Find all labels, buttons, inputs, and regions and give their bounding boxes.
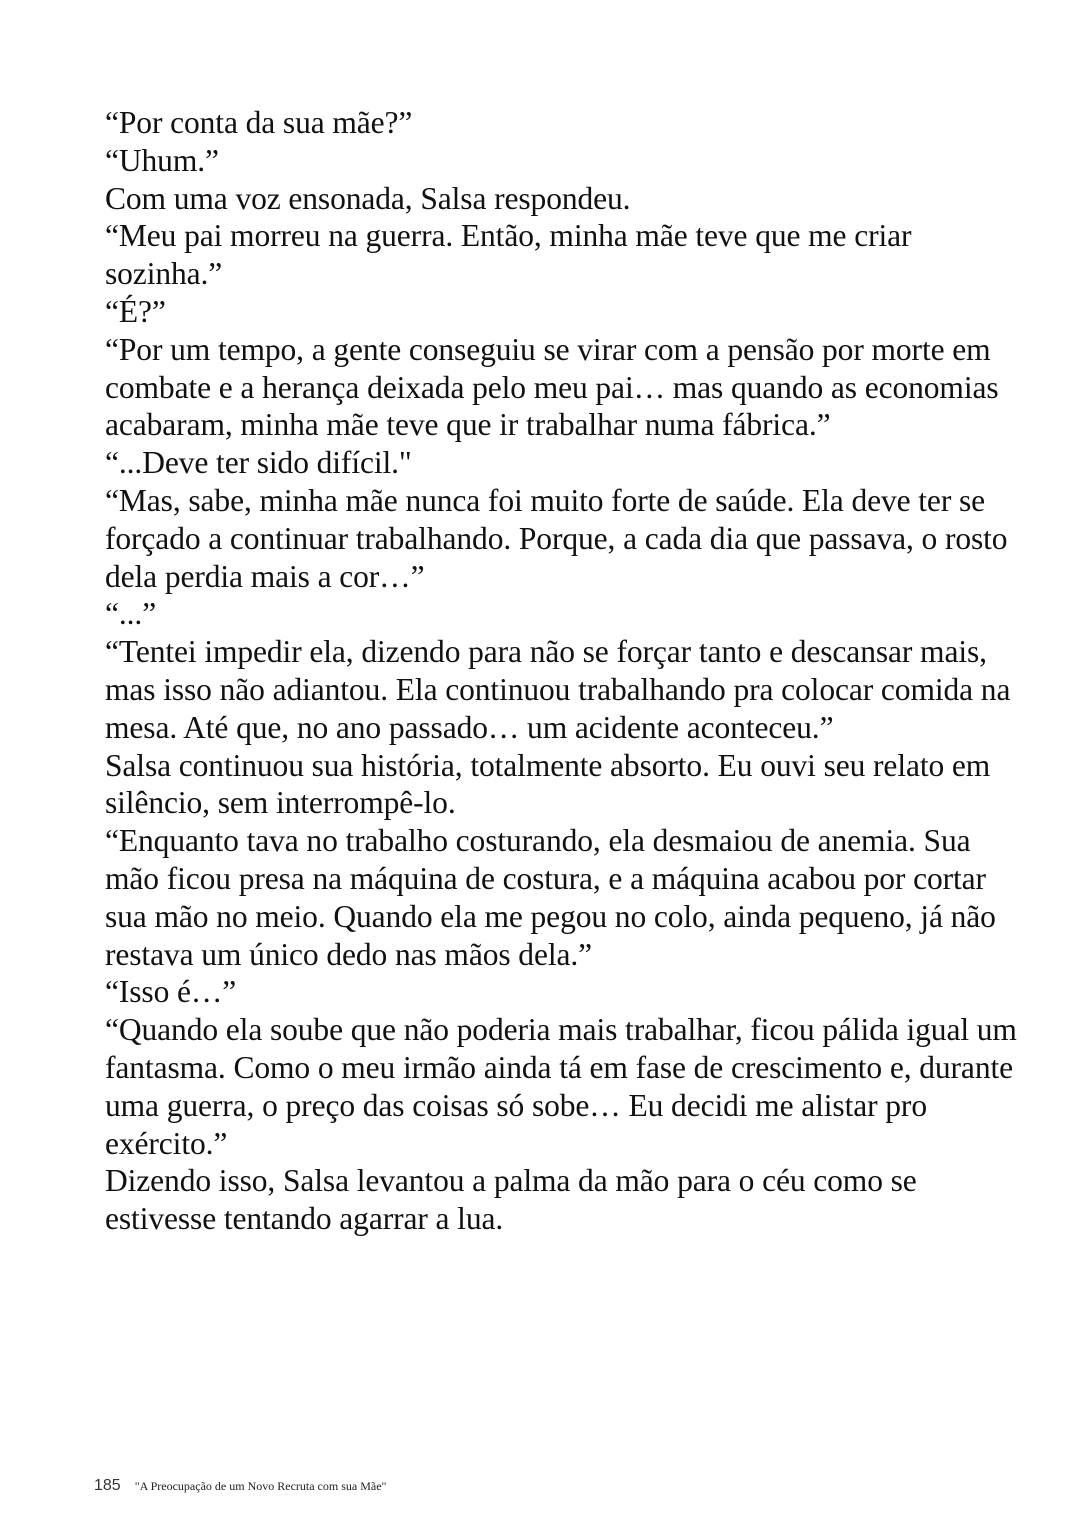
paragraph: Salsa continuou sua história, totalmente absorto. Eu ouvi seu relato em silêncio, sem interrompê-lo. [105, 747, 991, 821]
paragraph: “...Deve ter sido difícil." [105, 445, 412, 481]
paragraph: “...” [105, 596, 157, 632]
paragraph: “É?” [105, 293, 166, 329]
paragraph: “Tentei impedir ela, dizendo para não se forçar tanto e descansar mais, mas isso não adiantou. Ela continuou trabalhando pra colocar comida na mesa. Até que, no ano passado… um acidente aconteceu.” [105, 634, 1011, 745]
paragraph: “Quando ela soube que não poderia mais trabalhar, ficou pálida igual um fantasma. Como o meu irmão ainda tá em fase de crescimento e, durante uma guerra, o preço das coisas só sobe… Eu decidi me alistar pro exército.” [105, 1012, 1017, 1161]
page-body [105, 104, 1025, 1238]
paragraph: “Mas, sabe, minha mãe nunca foi muito forte de saúde. Ela deve ter se forçado a continuar trabalhando. Porque, a cada dia que passava, o rosto dela perdia mais a cor…” [105, 482, 1008, 594]
paragraph: “Isso é…” [105, 974, 237, 1010]
paragraph: “Meu pai morreu na guerra. Então, minha mãe teve que me criar sozinha.” [105, 218, 912, 292]
page-footer [94, 1477, 386, 1495]
page-number: 185 [94, 1477, 121, 1494]
running-title: "A Preocupação de um Novo Recruta com sua Mãe" [134, 1479, 387, 1493]
paragraph: “Uhum.” [105, 142, 219, 178]
paragraph: “Por conta da sua mãe?” [105, 105, 413, 140]
paragraph: Dizendo isso, Salsa levantou a palma da mão para o céu como se estivesse tentando agarrar a lua. [105, 1163, 917, 1237]
paragraph: “Enquanto tava no trabalho costurando, ela desmaiou de anemia. Sua mão ficou presa na máquina de costura, e a máquina acabou por cortar sua mão no meio. Quando ela me pegou no colo, ainda pequeno, já não restava um único dedo nas mãos dela.” [105, 823, 996, 972]
paragraph: Com uma voz ensonada, Salsa respondeu. [105, 180, 631, 216]
paragraph: “Por um tempo, a gente conseguiu se virar com a pensão por morte em combate e a herança deixada pelo meu pai… mas quando as economias acabaram, minha mãe teve que ir trabalhar numa fábrica.” [105, 331, 999, 443]
